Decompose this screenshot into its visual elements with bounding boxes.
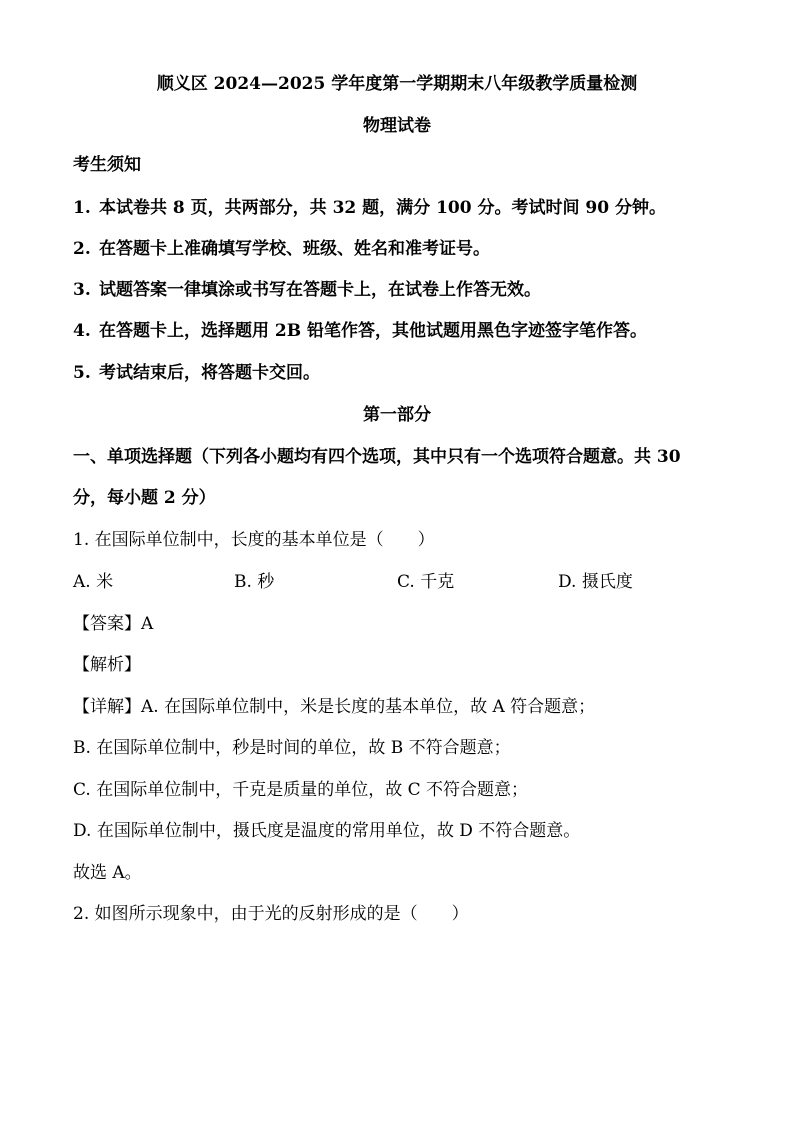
notice-item-text: 考试结束后，将答题卡交回。 xyxy=(99,363,320,383)
notice-item-number: 2. xyxy=(73,239,91,259)
question-1-answer: 【答案】A xyxy=(73,614,154,634)
section-heading-line1: 一、单项选择题（下列各小题均有四个选项，其中只有一个选项符合题意。共 30 xyxy=(73,447,681,467)
notice-item xyxy=(73,362,320,384)
question-2-stem: 2. 如图所示现象中，由于光的反射形成的是（ ） xyxy=(73,904,469,924)
notice-item-number: 4. xyxy=(73,321,91,341)
question-1-option-a: A. 米 xyxy=(73,572,114,592)
question-1-option-c: C. 千克 xyxy=(397,572,455,592)
question-1-option-d: D. 摄氏度 xyxy=(558,572,633,592)
notice-item-text: 在答题卡上，选择题用 2B 铅笔作答，其他试题用黑色字迹签字笔作答。 xyxy=(99,321,648,341)
notice-item-number: 1. xyxy=(73,198,91,218)
notice-item-number: 3. xyxy=(73,280,91,300)
notice-item-text: 试题答案一律填涂或书写在答题卡上，在试卷上作答无效。 xyxy=(99,280,541,300)
question-1-detail: B. 在国际单位制中，秒是时间的单位，故 B 不符合题意； xyxy=(73,738,511,758)
part-title: 第一部分 xyxy=(363,405,431,425)
question-1-detail: D. 在国际单位制中，摄氏度是温度的常用单位，故 D 不符合题意。 xyxy=(73,821,581,841)
notice-item-number: 5. xyxy=(73,363,91,383)
question-1-analysis: 【解析】 xyxy=(73,655,141,675)
notice-item xyxy=(73,320,647,342)
notice-item xyxy=(73,279,541,301)
notice-item-text: 本试卷共 8 页，共两部分，共 32 题，满分 100 分。考试时间 90 分钟。 xyxy=(99,198,666,218)
question-1-detail: 【详解】A. 在国际单位制中，米是长度的基本单位，故 A 符合题意； xyxy=(73,697,596,717)
question-1-option-b: B. 秒 xyxy=(234,572,275,592)
notice-item xyxy=(73,238,490,260)
exam-title: 顺义区 2024—2025 学年度第一学期期末八年级教学质量检测 xyxy=(156,74,638,94)
exam-subtitle: 物理试卷 xyxy=(363,116,431,136)
notice-heading: 考生须知 xyxy=(73,155,141,175)
question-1-stem: 1. 在国际单位制中，长度的基本单位是（ ） xyxy=(73,530,435,550)
notice-item xyxy=(73,197,666,219)
notice-item-text: 在答题卡上准确填写学校、班级、姓名和准考证号。 xyxy=(99,239,490,259)
question-1-detail: C. 在国际单位制中，千克是质量的单位，故 C 不符合题意； xyxy=(73,780,529,800)
section-heading-line2: 分，每小题 2 分） xyxy=(73,488,216,508)
question-1-conclusion: 故选 A。 xyxy=(73,863,142,883)
